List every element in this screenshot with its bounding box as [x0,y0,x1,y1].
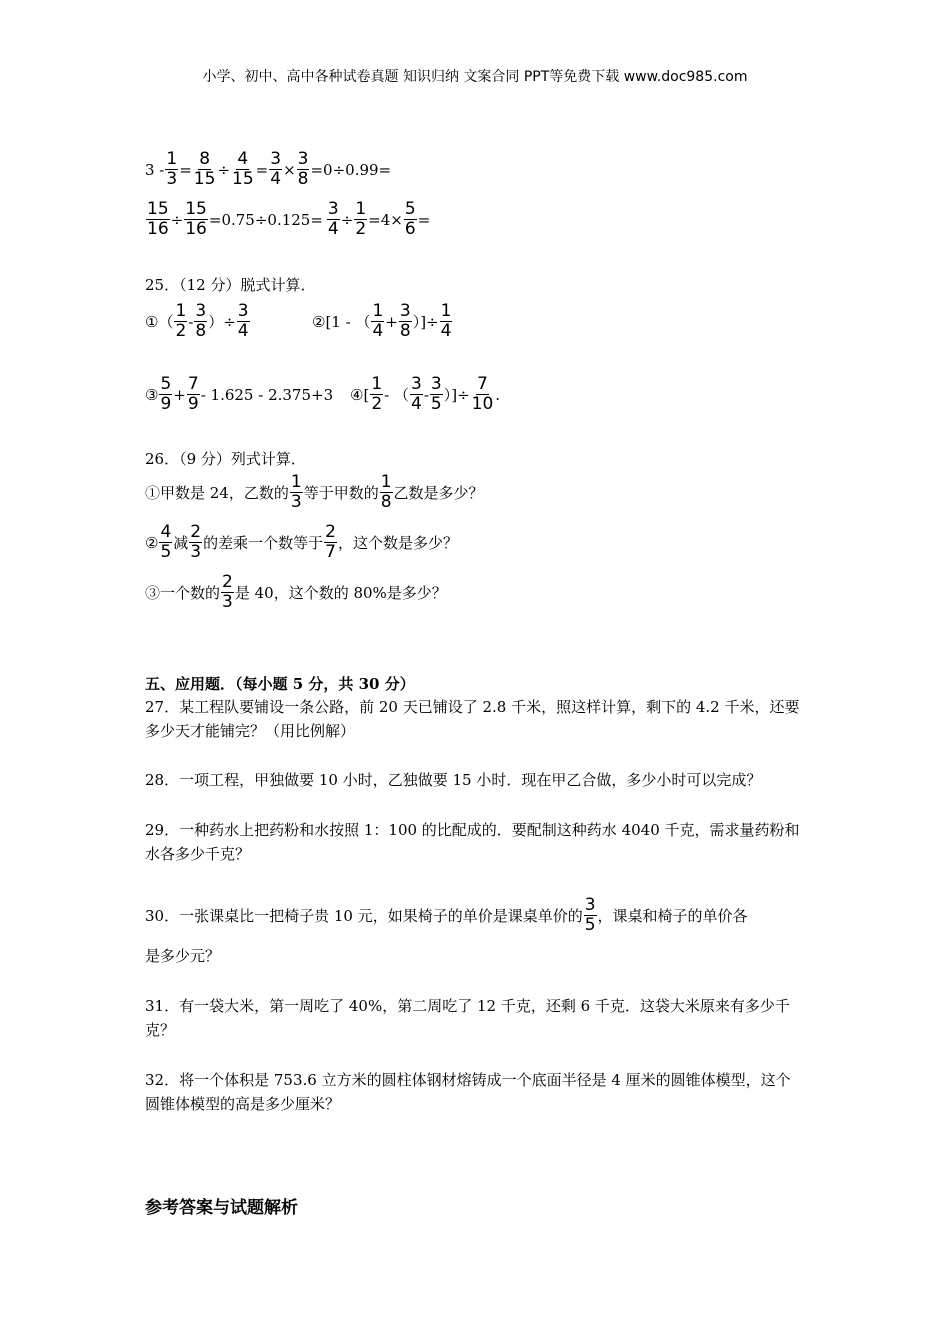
fraction: $\frac{3}{4}$ [270,149,282,189]
answers-title: 参考答案与试题解析 [145,1198,298,1218]
fraction: $\frac{15}{16}$ [185,199,207,239]
fraction: $\frac{3}{5}$ [430,374,442,414]
question-32: 32．将一个体积是 753.6 立方米的圆柱体钢材熔铸成一个底面半径是 4 厘米的圆锥体模型，这个圆锥体模型的高是多少厘米？ [145,1071,791,1113]
question-28: 28．一项工程，甲独做要 10 小时，乙独做要 15 小时．现在甲乙合做，多少小时可以完成？ [145,771,762,789]
fraction: $\frac{7}{10}$ [471,374,494,414]
question-30: 30．一张课桌比一把椅子贵 10 元，如果椅子的单价是课桌单价的 $\frac{3}{5}$ ，课桌和椅子的单价各 [145,895,748,935]
oral-row-1: 3 - $\frac{1}{3}$ = $\frac{8}{15}$ ÷ $\frac{4}{15}$ = $\frac{3}{4}$ × $\frac{3}{8}$ = 0÷0.99= [145,149,392,189]
fraction: $\frac{2}{3}$ [222,572,233,612]
question-30-continued: 是多少元？ [145,947,221,965]
fraction: $\frac{3}{8}$ [399,301,411,341]
fraction: $\frac{1}{3}$ [290,472,302,512]
question-29: 29．一种药水上把药粉和水按照 1：100 的比配成的．要配制这种药水 4040 千克，需求量药粉和水各多少千克？ [145,821,800,863]
fraction: $\frac{1}{2}$ [175,301,187,341]
question-27: 27．某工程队要铺设一条公路，前 20 天已铺设了 2.8 千米，照这样计算，剩下的 4.2 千米，还要多少天才能铺完？（用比例解） [145,698,800,740]
q25-part-2: ②[1 - （ $\frac{1}{4}$ + $\frac{3}{8}$ ）]÷ $\frac{1}{4}$ [312,301,452,341]
fraction: $\frac{7}{9}$ [187,374,199,414]
fraction: $\frac{3}{4}$ [410,374,422,414]
q25-title: 25．（12 分）脱式计算． [145,276,316,294]
fraction: $\frac{15}{16}$ [147,199,169,239]
fraction: $\frac{3}{8}$ [297,149,309,189]
fraction: $\frac{5}{6}$ [404,199,416,239]
fraction: $\frac{3}{4}$ [327,199,339,239]
question-31: 31．有一袋大米，第一周吃了 40%，第二周吃了 12 千克，还剩 6 千克．这袋大米原来有多少千克？ [145,997,790,1039]
fraction: $\frac{8}{15}$ [193,149,216,189]
fraction: $\frac{1}{2}$ [371,374,383,414]
fraction: $\frac{1}{4}$ [440,301,452,341]
fraction: $\frac{3}{4}$ [237,301,249,341]
q26-part-1: ①甲数是 24，乙数的 $\frac{1}{3}$ 等于甲数的 $\frac{1}{8}$ 乙数是多少？ [145,472,484,512]
fraction: $\frac{2}{3}$ [190,522,202,562]
q26-part-2: ② $\frac{4}{5}$ 减 $\frac{2}{3}$ 的差乘一个数等于 $\frac{2}{7}$ ，这个数是多少？ [145,522,458,562]
page-header: 小学、初中、高中各种试卷真题 知识归纳 文案合同 PPT等免费下载 www.doc985.com [202,69,748,85]
fraction: $\frac{4}{15}$ [232,149,254,189]
section-5-title: 五、应用题．（每小题 5 分，共 30 分） [145,675,415,693]
q26-part-3: ③一个数的 $\frac{2}{3}$ 是 40，这个数的 80%是多少？ [145,572,447,612]
q25-part-3: ③ $\frac{5}{9}$ + $\frac{7}{9}$ - 1.625 - 2.375+3 [145,374,334,414]
fraction: $\frac{5}{9}$ [160,374,172,414]
fraction: $\frac{1}{8}$ [380,472,392,512]
q26-title: 26．（9 分）列式计算． [145,450,306,468]
fraction: $\frac{3}{5}$ [584,895,596,935]
fraction: $\frac{4}{5}$ [160,522,172,562]
fraction: $\frac{1}{3}$ [166,149,178,189]
q25-part-1: ①（ $\frac{1}{2}$ - $\frac{3}{8}$ ）÷ $\frac{3}{4}$ [145,301,249,341]
q25-part-4: ④[ $\frac{1}{2}$ - （ $\frac{3}{4}$ - $\frac{3}{5}$ ）]÷ $\frac{7}{10}$ . [350,374,501,414]
fraction: $\frac{3}{8}$ [195,301,207,341]
fraction: $\frac{2}{7}$ [325,522,336,562]
fraction: $\frac{1}{4}$ [372,301,384,341]
oral-row-2: $\frac{15}{16}$ ÷ $\frac{15}{16}$ = 0.75÷0.125= $\frac{3}{4}$ ÷ $\frac{1}{2}$ = 4× $\frac{5}{6}$ = [147,199,431,239]
fraction: $\frac{1}{2}$ [355,199,367,239]
